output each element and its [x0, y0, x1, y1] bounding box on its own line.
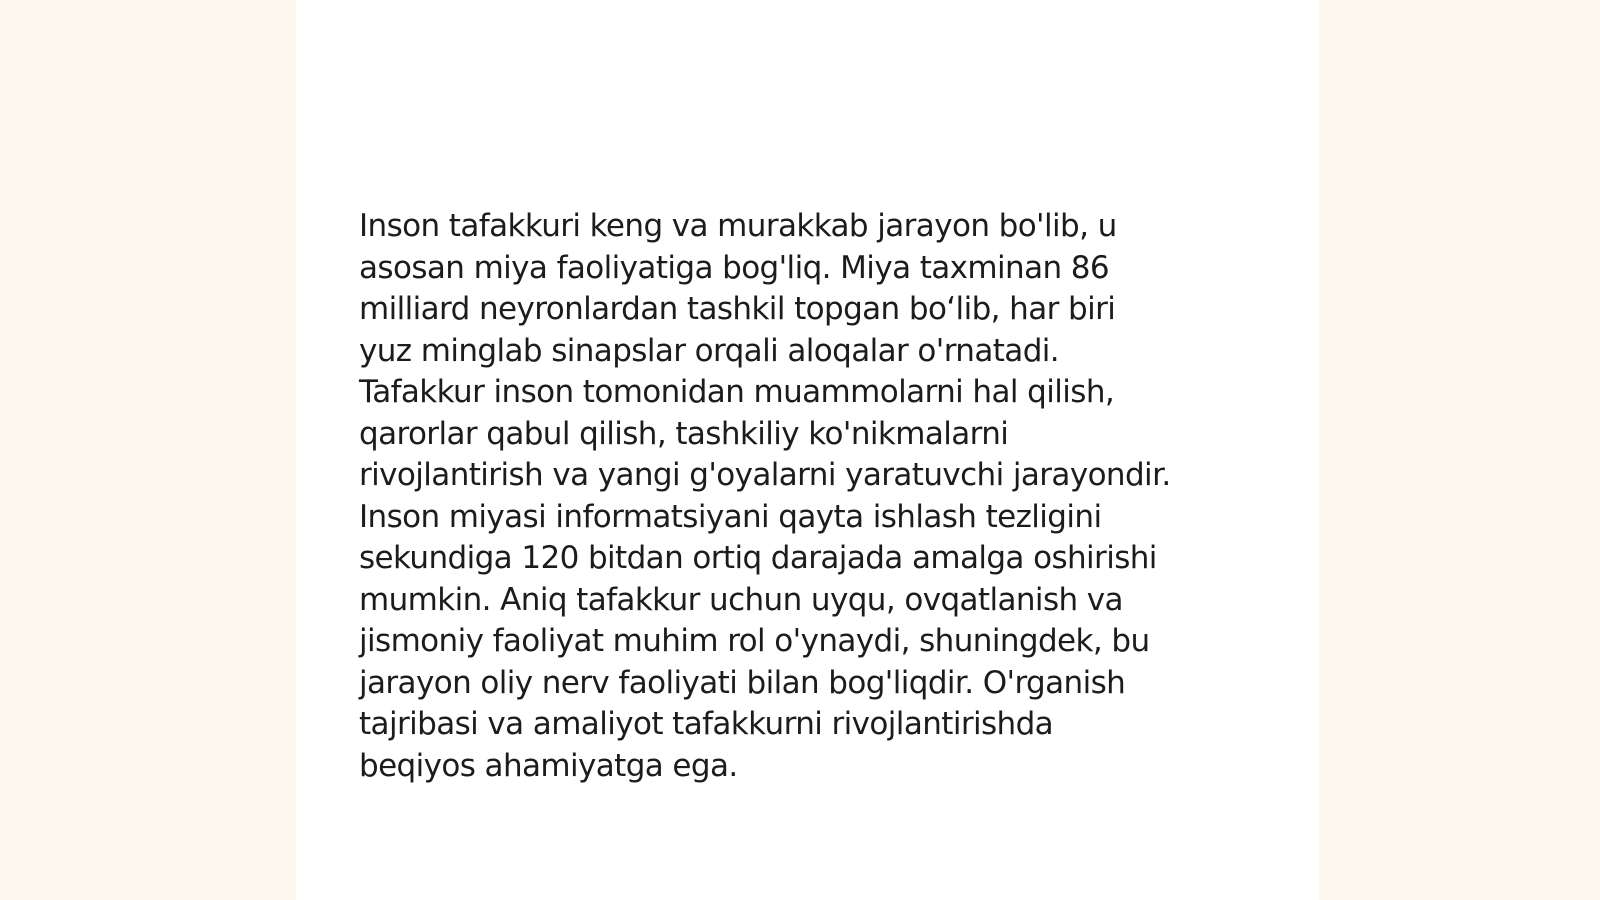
document-page — [296, 0, 1319, 900]
body-paragraph: Inson tafakkuri keng va murakkab jarayon bo'lib, u asosan miya faoliyatiga bog'liq. Miya taxminan 86 milliard neyronlardan tashkil topgan bo‘lib, har biri yuz minglab sinapslar orqali aloqalar o'rnatadi. Tafakkur inson tomonidan muammolarni hal qilish, qarorlar qabul qilish, tashkiliy ko'nikmalarni rivojlantirish va yangi g'oyalarni yaratuvchi jarayondir. Inson miyasi informatsiyani qayta ishlash tezligini sekundiga 120 bitdan ortiq darajada amalga oshirishi mumkin. Aniq tafakkur uchun uyqu, ovqatlanish va jismoniy faoliyat muhim rol o'ynaydi, shuningdek, bu jarayon oliy nerv faoliyati bilan bog'liqdir. O'rganish tajribasi va amaliyot tafakkurni rivojlantirishda beqiyos ahamiyatga ega. — [359, 208, 1171, 784]
